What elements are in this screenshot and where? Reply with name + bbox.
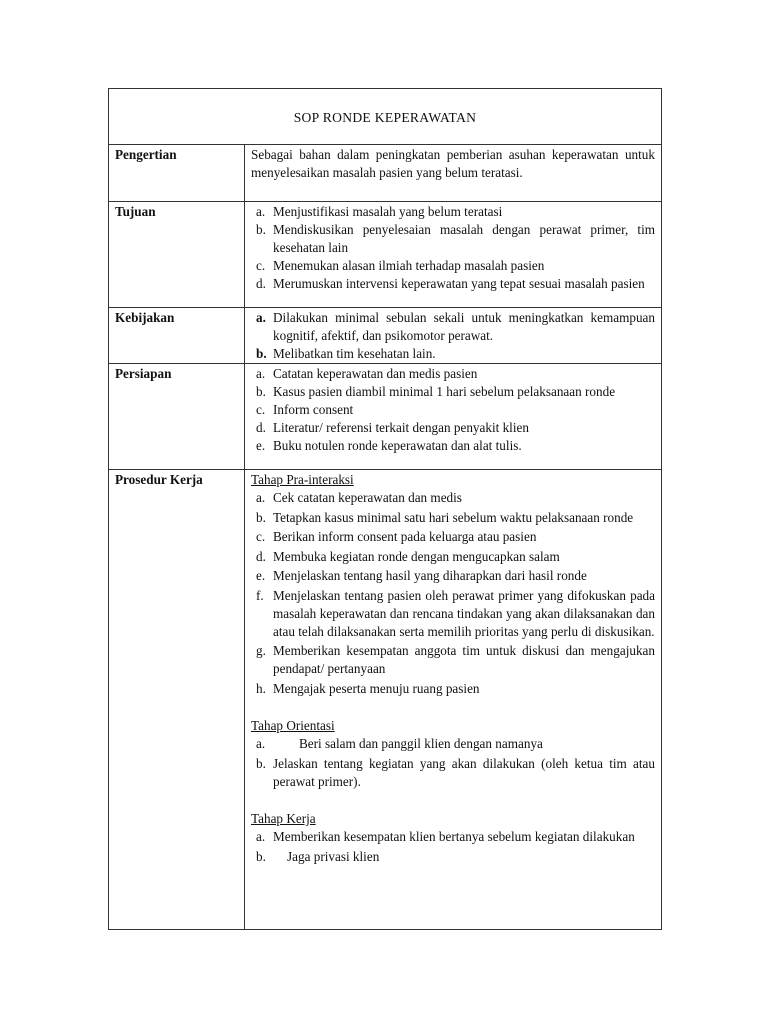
phase-heading: Tahap Pra-interaksi [251,472,354,487]
list-item-text: Jelaskan tentang kegiatan yang akan dilakukan (oleh ketua tim atau perawat primer). [273,755,655,789]
list-item-text: Buku notulen ronde keperawatan dan alat tulis. [273,438,522,453]
list-item [251,680,655,698]
list-item-text: Catatan keperawatan dan medis pasien [273,366,478,381]
list-item [251,203,655,221]
list-item [251,401,655,419]
list-item [251,437,655,455]
list-marker: b. [256,346,267,361]
list-item [251,828,655,846]
list-item-text: Menemukan alasan ilmiah terhadap masalah pasien [273,258,545,273]
list-item [251,275,655,293]
tujuan-list [251,203,655,293]
list-item-text: Berikan inform consent pada keluarga atau pasien [273,529,537,544]
list-item [251,848,655,866]
list-item [251,587,655,641]
list-item-text: Memberikan kesempatan anggota tim untuk diskusi dan mengajukan pendapat/ pertanyaan [273,643,655,676]
row-kebijakan [109,308,662,364]
list-marker: c. [256,529,266,544]
list-item-text: Melibatkan tim kesehatan lain. [273,346,436,361]
label-persiapan: Persiapan [109,364,245,470]
list-marker: b. [256,509,266,525]
list-item [251,735,655,753]
list-item [251,309,655,345]
spacer [251,792,655,810]
list-item-text: Jaga privasi klien [287,848,380,864]
spacer [251,699,655,717]
list-item-text: Mendiskusikan penyelesaian masalah dengan perawat primer, tim kesehatan lain [273,222,655,255]
list-item-text: Mengajak peserta menuju ruang pasien [273,680,480,696]
list-marker: b. [256,848,266,864]
list-marker: h. [256,680,266,696]
list-marker: a. [256,310,266,325]
list-marker: d. [256,548,266,564]
list-marker: a. [256,204,266,219]
list-item-text: Dilakukan minimal sebulan sekali untuk meningkatkan kemampuan kognitif, afektif, dan psikomotor perawat. [273,310,655,343]
list-item-text: Cek catatan keperawatan dan medis [273,490,462,505]
phase-heading: Tahap Kerja [251,811,316,826]
list-item-text: Menjustifikasi masalah yang belum teratasi [273,204,503,219]
list-item [251,528,655,546]
list-marker: e. [256,568,266,583]
list-marker: a. [256,490,266,505]
list-marker: f. [256,587,264,603]
row-tujuan [109,202,662,308]
kerja-list [251,828,655,866]
content-kebijakan [245,308,662,364]
label-kebijakan: Kebijakan [109,308,245,364]
content-pengertian [245,145,662,202]
orientasi-list [251,735,655,791]
list-marker: c. [256,402,266,417]
list-item-text: Beri salam dan panggil klien dengan namanya [299,736,543,751]
list-item [251,509,655,527]
list-item [251,567,655,585]
pengertian-text: Sebagai bahan dalam peningkatan pemberian asuhan keperawatan untuk menyelesaikan masalah pasien yang belum teratasi. [251,147,655,180]
list-marker: a. [256,829,266,844]
persiapan-list [251,365,655,455]
row-pengertian [109,145,662,202]
row-prosedur-kerja [109,470,662,930]
list-item [251,419,655,437]
list-item-text: Literatur/ referensi terkait dengan penyakit klien [273,420,529,435]
list-item-text: Merumuskan intervensi keperawatan yang tepat sesuai masalah pasien [273,276,645,291]
list-item [251,548,655,566]
phase-heading: Tahap Orientasi [251,718,335,733]
list-item-text: Inform consent [273,402,354,417]
content-prosedur-kerja [245,470,662,930]
title-cell [109,89,662,145]
list-marker: a. [256,736,266,751]
list-item [251,383,655,401]
list-item [251,642,655,678]
sop-table [108,88,662,930]
list-item-text: Menjelaskan tentang hasil yang diharapkan dari hasil ronde [273,568,587,583]
list-marker: a. [256,366,266,381]
list-item [251,221,655,257]
list-item-text: Memberikan kesempatan klien bertanya sebelum kegiatan dilakukan [273,829,635,844]
list-item-text: Menjelaskan tentang pasien oleh perawat primer yang difokuskan pada masalah keperawatan dan rencana tindakan yang akan dilaksanakan dan atau telah dilaksanakan serta memilih prioritas yang perlu di diskusikan. [273,587,655,639]
list-marker: b. [256,755,266,771]
list-item [251,489,655,507]
label-prosedur-kerja: Prosedur Kerja [109,470,245,930]
label-tujuan: Tujuan [109,202,245,308]
title-row [109,89,662,145]
list-marker: d. [256,276,266,291]
row-persiapan [109,364,662,470]
list-item-text: Tetapkan kasus minimal satu hari sebelum waktu pelaksanaan ronde [273,509,634,525]
kebijakan-list [251,309,655,363]
pra-interaksi-list [251,489,655,698]
list-item [251,345,655,363]
list-item [251,755,655,791]
list-marker: b. [256,384,266,399]
content-tujuan [245,202,662,308]
label-pengertian: Pengertian [109,145,245,202]
document-title: SOP RONDE KEPERAWATAN [293,109,477,125]
list-item-text: Kasus pasien diambil minimal 1 hari sebelum pelaksanaan ronde [273,384,616,399]
list-marker: b. [256,222,266,237]
content-persiapan [245,364,662,470]
list-marker: d. [256,420,266,435]
list-item [251,257,655,275]
list-marker: e. [256,438,266,453]
list-item [251,365,655,383]
list-marker: g. [256,643,266,658]
list-marker: c. [256,258,266,273]
list-item-text: Membuka kegiatan ronde dengan mengucapkan salam [273,548,560,564]
